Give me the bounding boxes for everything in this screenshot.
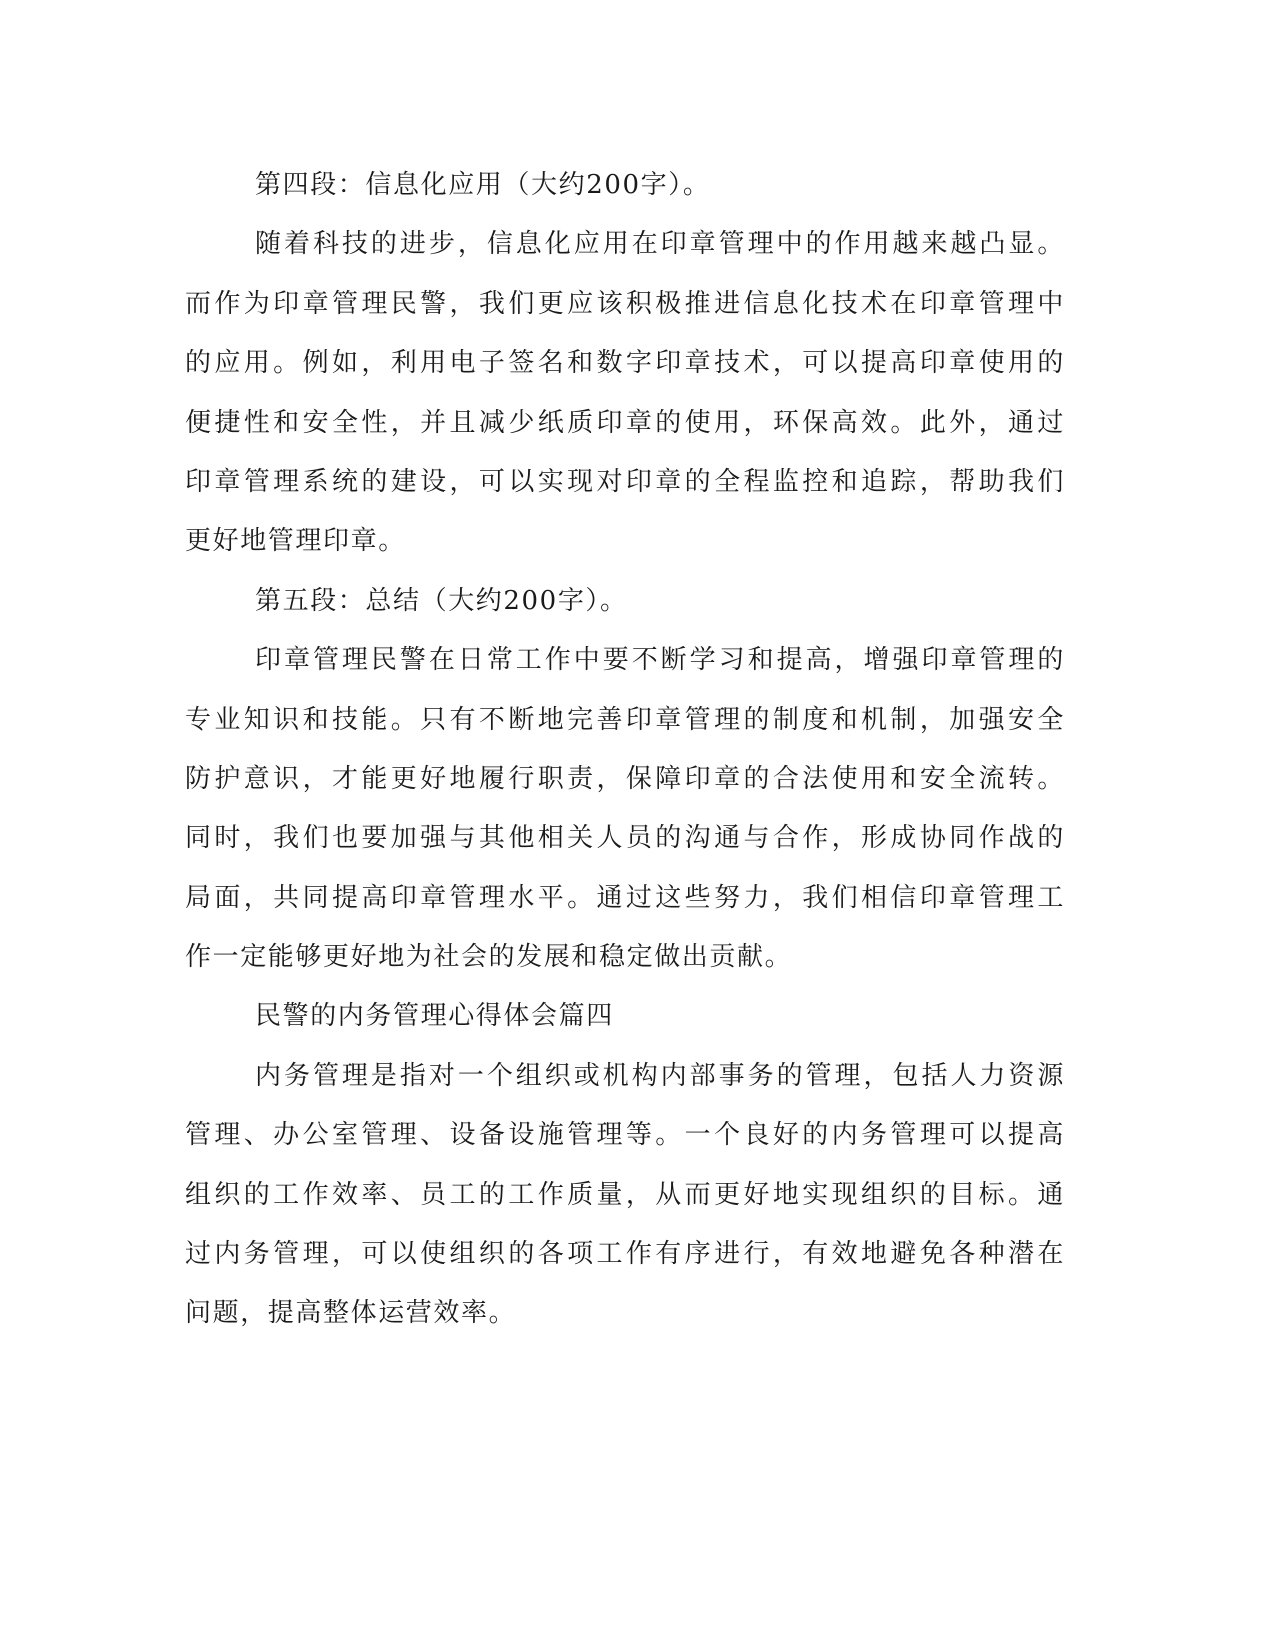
paragraph-line: 组织的工作效率、员工的工作质量，从而更好地实现组织的目标。通 bbox=[185, 1179, 1065, 1210]
paragraph-line: 印章管理系统的建设，可以实现对印章的全程监控和追踪，帮助我们 bbox=[185, 466, 1065, 497]
paragraph-line: 更好地管理印章。 bbox=[185, 526, 406, 557]
paragraph-line: 同时，我们也要加强与其他相关人员的沟通与合作，形成协同作战的 bbox=[185, 823, 1065, 854]
paragraph-line: 而作为印章管理民警，我们更应该积极推进信息化技术在印章管理中 bbox=[185, 288, 1065, 319]
article-title: 民警的内务管理心得体会篇四 bbox=[255, 1001, 614, 1032]
paragraph-line: 印章管理民警在日常工作中要不断学习和提高，增强印章管理的 bbox=[255, 645, 1065, 676]
paragraph-line: 的应用。例如，利用电子签名和数字印章技术，可以提高印章使用的 bbox=[185, 348, 1065, 379]
section-heading-5: 第五段：总结（大约200字）。 bbox=[255, 585, 628, 616]
paragraph-line: 管理、办公室管理、设备设施管理等。一个良好的内务管理可以提高 bbox=[185, 1120, 1065, 1151]
paragraph-line: 随着科技的进步，信息化应用在印章管理中的作用越来越凸显。 bbox=[255, 229, 1065, 260]
paragraph-line: 过内务管理，可以使组织的各项工作有序进行，有效地避免各种潜在 bbox=[185, 1239, 1065, 1270]
paragraph-line: 防护意识，才能更好地履行职责，保障印章的合法使用和安全流转。 bbox=[185, 763, 1065, 794]
section-heading-4: 第四段：信息化应用（大约200字）。 bbox=[255, 170, 711, 200]
paragraph-line: 局面，共同提高印章管理水平。通过这些努力，我们相信印章管理工 bbox=[185, 882, 1065, 913]
paragraph-line: 作一定能够更好地为社会的发展和稳定做出贡献。 bbox=[185, 942, 793, 973]
paragraph-line: 专业知识和技能。只有不断地完善印章管理的制度和机制，加强安全 bbox=[185, 704, 1065, 735]
paragraph-line: 便捷性和安全性，并且减少纸质印章的使用，环保高效。此外，通过 bbox=[185, 407, 1065, 438]
paragraph-line: 内务管理是指对一个组织或机构内部事务的管理，包括人力资源 bbox=[255, 1060, 1065, 1091]
document-body bbox=[185, 156, 1065, 1344]
paragraph-line: 问题，提高整体运营效率。 bbox=[185, 1298, 517, 1329]
